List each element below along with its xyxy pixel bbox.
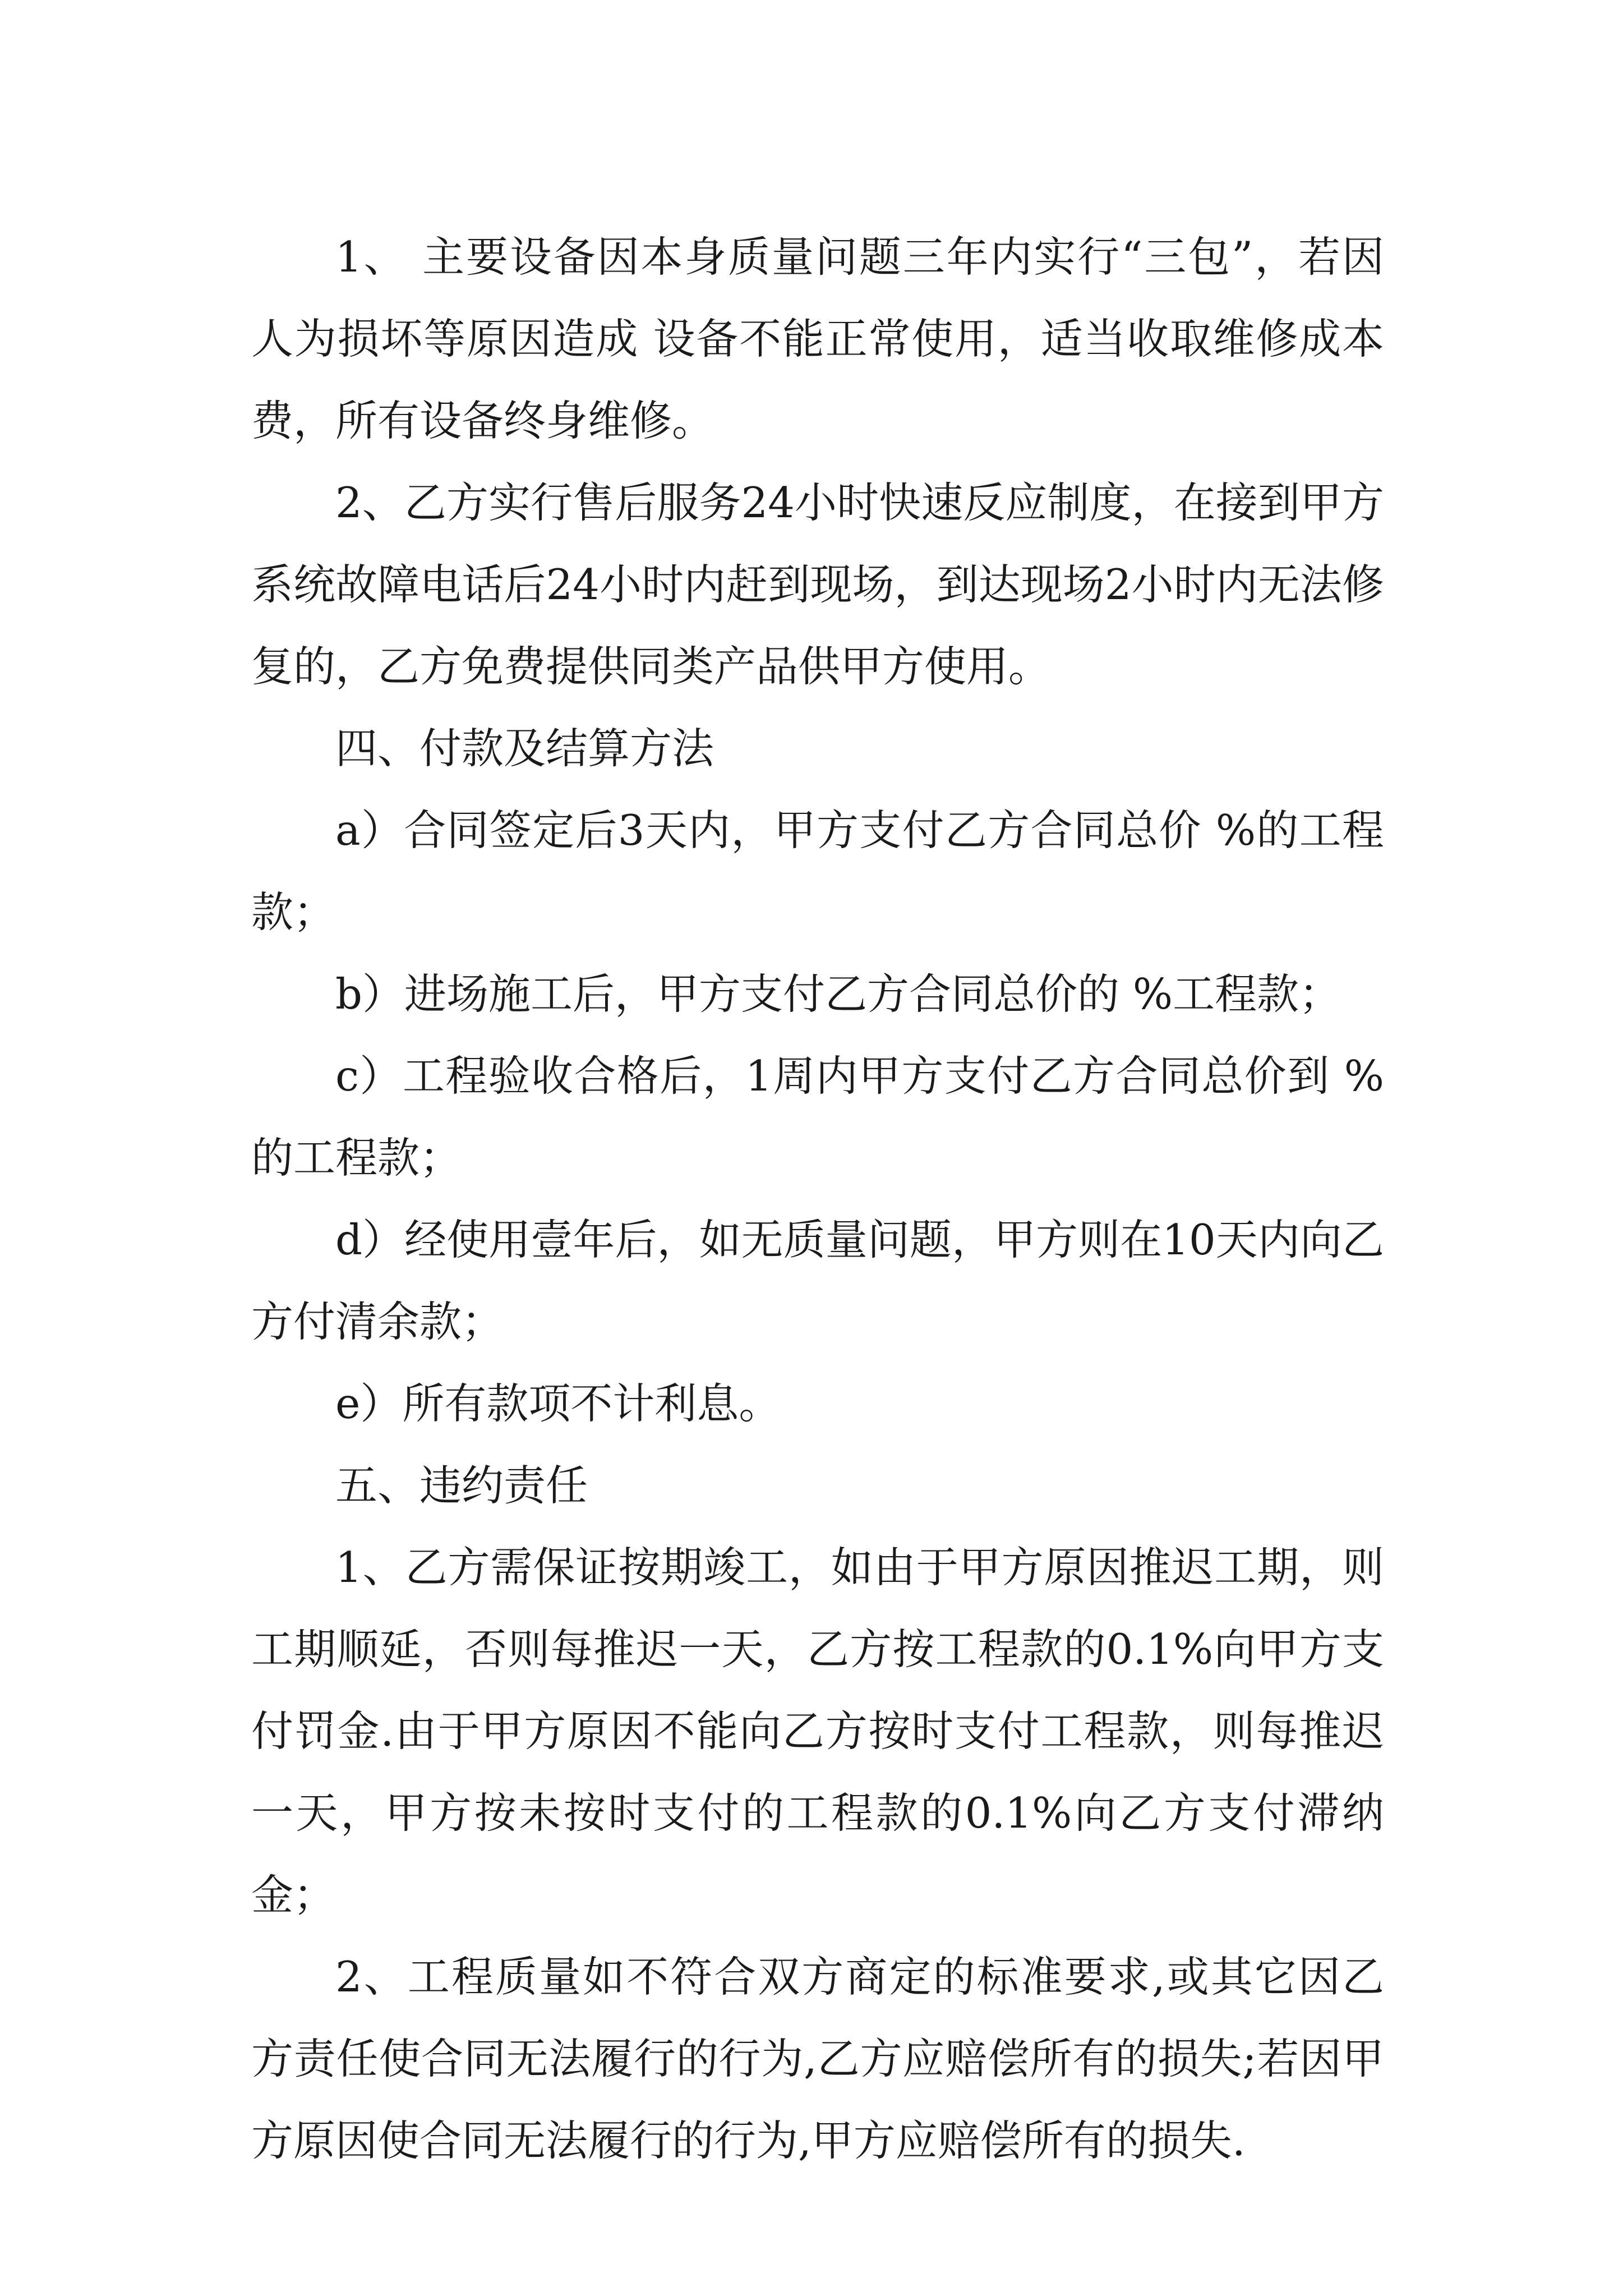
paragraph-payment-a: a）合同签定后3天内，甲方支付乙方合同总价 %的工程款； [251, 806, 1384, 937]
paragraph-payment-e: e）所有款项不计利息。 [335, 1379, 781, 1428]
paragraph-payment-b: b）进场施工后，甲方支付乙方合同总价的 %工程款； [335, 969, 1341, 1019]
document-body [251, 216, 1384, 2182]
paragraph-liability-2: 2、工程质量如不符合双方商定的标准要求,或其它因乙方责任使合同无法履行的行为,乙方应赔偿所有的损失;若因甲方原因使合同无法履行的行为,甲方应赔偿所有的损失. [251, 1952, 1384, 2165]
section-heading-payment: 四、付款及结算方法 [335, 724, 714, 773]
paragraph-liability-1: 1、乙方需保证按期竣工，如由于甲方原因推迟工期，则工期顺延，否则每推迟一天，乙方按工程款的0.1%向甲方支付罚金.由于甲方原因不能向乙方按时支付工程款，则每推迟一天，甲方按未按时支付的工程款的0.1%向乙方支付滞纳金； [251, 1543, 1384, 1920]
paragraph-payment-c: c）工程验收合格后，1周内甲方支付乙方合同总价到 %的工程款； [251, 1051, 1384, 1182]
paragraph-payment-d: d）经使用壹年后，如无质量问题，甲方则在10天内向乙方付清余款； [251, 1215, 1384, 1346]
paragraph-warranty: 1、 主要设备因本身质量问题三年内实行“三包”，若因人为损坏等原因造成 设备不能正常使用，适当收取维修成本费，所有设备终身维修。 [251, 232, 1384, 445]
paragraph-after-sales-service: 2、乙方实行售后服务24小时快速反应制度，在接到甲方系统故障电话后24小时内赶到现场，到达现场2小时内无法修复的，乙方免费提供同类产品供甲方使用。 [251, 478, 1384, 691]
section-heading-liability: 五、违约责任 [335, 1461, 588, 1510]
